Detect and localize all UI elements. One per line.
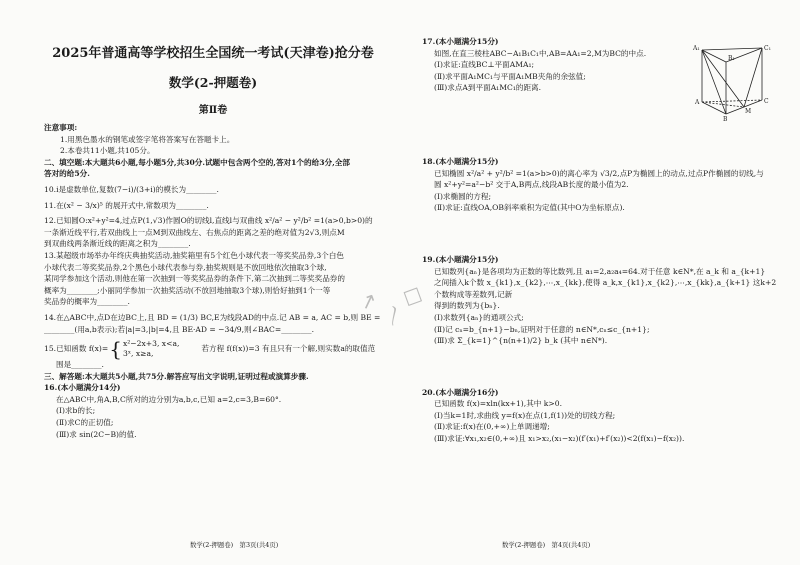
question-19-part: (Ⅱ)记 cₙ=b_{n+1}−bₙ,证明对于任意的 n∈N*,cₙ≤c_{n+1}; <box>434 324 650 334</box>
prism-figure <box>692 44 772 122</box>
watermark-stamp: ↗ 〳 ☐ <box>356 282 426 330</box>
question-19-line: 得到的数列为{bₙ}. <box>434 301 500 311</box>
question-19-line: 之间插入k个数 x_{k1},x_{k2},⋯,x_{kk},使得 a_k,x_{k1},x_{k2},⋯,x_{kk},a_{k+1} 这k+2个数构成等差数列,记新 <box>434 278 777 299</box>
note-item: 2.本卷共11小题,共105分。 <box>60 146 155 156</box>
question-13-line: 概率为________;小丽同学参加一次抽奖活动(不放回地抽取3个球),则恰好抽到1个一等 <box>44 285 331 295</box>
section-2-heading: 二、填空题:本大题共6小题,每小题5分,共30分.试题中包含两个空的,答对1个的给3分,全部 <box>44 157 350 167</box>
right-page <box>400 0 800 565</box>
question-14-line: 14.在△ABC中,点D在边BC上,且 BD = (1/3) BC,E为线段AD的中点.记 AB = a, AC = b,则 BE = <box>44 312 381 322</box>
label-c1: C₁ <box>764 45 771 52</box>
question-20-head: 20.(本小题满分16分) <box>422 387 499 397</box>
question-10: 10.i是虚数单位,复数(7−i)/(3+i)的模长为________. <box>44 184 219 194</box>
question-14-line: ________(用a,b表示);若|a|=3,|b|=4,且 BE·AD = −34/9,则∠BAC=________. <box>44 324 314 334</box>
page-footer-left: 数学(2-押题卷) 第3页(共4页) <box>190 541 279 549</box>
piecewise-case-1: x²−2x+3, x<a, <box>122 339 180 349</box>
question-11: 11.在(x² − 3/x)⁵ 的展开式中,常数项为________. <box>44 200 209 210</box>
question-18-line: 已知椭圆 x²/a² + y²/b² =1(a>b>0)的离心率为 √3/2,点P为椭圆上的动点,过点P作椭圆的切线,与 <box>434 168 764 178</box>
question-17-part: (Ⅲ)求点A到平面A₁MC₁的距离. <box>434 83 542 93</box>
question-17-head: 17.(本小题满分15分) <box>422 37 499 46</box>
section-3-heading: 三、解答题:本大题共5小题,共75分.解答应写出文字说明,证明过程或演算步骤. <box>44 371 309 381</box>
notes-heading: 注意事项: <box>44 123 78 132</box>
question-18-part: (Ⅱ)求证:直线OA,OB斜率乘积为定值(其中O为坐标原点). <box>434 203 625 213</box>
question-19-part: (Ⅲ)求 Σ_{k=1}^{n(n+1)/2} b_k (其中 n∈N*). <box>434 336 608 346</box>
edge-a1-m <box>702 50 744 107</box>
label-b: B <box>723 116 728 122</box>
question-16-part: (Ⅰ)求b的长; <box>56 406 96 416</box>
question-13-line: 小球代表二等奖奖品券,2个黑色小球代表参与券,抽奖规则是不放回地依次抽取3个球, <box>44 262 327 272</box>
question-15-tail-2: 围是________. <box>56 360 104 370</box>
question-12-line: 12.已知圆O:x²+y²=4,过点P(1,√3)作圆O的切线l,直线l与双曲线 x²/a² − y²/b² =1(a>0,b>0)的 <box>44 216 373 226</box>
question-20-part: (Ⅲ)求证:∀x₁,x₂∈(0,+∞)且 x₁>x₂,(x₁−x₂)(f′(x₁)+f′(x₂))<2(f(x₁)−f(x₂)). <box>434 434 685 444</box>
edge-c1-m <box>744 48 762 107</box>
piecewise-brace: { <box>109 337 122 362</box>
question-17-part: (Ⅰ)求证:直线BC⊥平面AMA₁; <box>434 60 535 70</box>
note-item: 1.用黑色墨水的钢笔或签字笔将答案写在答题卡上。 <box>60 134 235 144</box>
question-13-line: 某同学参加这个活动,则他在第一次抽到一等奖奖品券的条件下,第二次抽到二等奖奖品券的 <box>44 274 345 284</box>
label-b1: B₁ <box>728 55 735 62</box>
question-20-part: (Ⅱ)求证:f(x)在(0,+∞)上单调递增; <box>434 422 550 432</box>
question-16-head: 16.(本小题满分14分) <box>44 383 121 393</box>
question-16-part: (Ⅲ)求 sin(2C−B)的值. <box>56 429 137 439</box>
edge-a1-b <box>702 50 726 114</box>
question-13-line: 13.某超级市场举办年终庆典抽奖活动,抽奖箱里有5个红色小球代表一等奖奖品券,3个白色 <box>44 250 344 260</box>
question-20-part: (Ⅰ)当k=1时,求曲线 y=f(x)在点(1,f(1))处的切线方程; <box>434 410 616 420</box>
question-12-line: 到双曲线两条渐近线的距离之积为________. <box>44 239 191 249</box>
question-17-part: (Ⅱ)求平面A₁MC₁与平面A₁MB夹角的余弦值; <box>434 71 586 81</box>
exam-title: 2025年普通高等学校招生全国统一考试(天津卷)抢分卷 <box>52 46 374 61</box>
exam-subtitle: 数学(2-押题卷) <box>168 75 258 90</box>
part-title: 第Ⅱ卷 <box>198 105 228 116</box>
question-12-line: 一条渐近线平行,若双曲线上一点M到双曲线左、右焦点的距离之差的绝对值为2√3,则点M <box>44 227 345 237</box>
question-15 <box>44 337 382 362</box>
question-19-line: 已知数列{aₙ}是各项均为正数的等比数列,且 a₁=2,a₂a₄=64.对于任意 k∈N*,在 a_k 和 a_{k+1} <box>434 266 766 276</box>
question-20-stem: 已知函数 f(x)=xln(kx+1),其中 k>0. <box>434 399 562 409</box>
edge-a-c <box>702 100 762 102</box>
question-16-part: (Ⅱ)求C的正切值; <box>56 418 114 428</box>
question-19-part: (Ⅰ)求数列{aₙ}的通项公式; <box>434 312 524 322</box>
piecewise-case-2: 3ˣ, x≥a, <box>122 349 154 359</box>
page-footer-right: 数学(2-押题卷) 第4页(共4页) <box>502 541 591 549</box>
edge-a1-c1 <box>702 48 762 50</box>
question-17-stem: 如图,在直三棱柱ABC−A₁B₁C₁中,AB=AA₁=2,M为BC的中点. <box>434 48 647 58</box>
label-m: M <box>745 108 752 115</box>
question-13-line: 奖品券的概率为________. <box>44 297 130 307</box>
label-c: C <box>764 98 769 105</box>
question-18-part: (Ⅰ)求椭圆的方程; <box>434 191 492 201</box>
question-16-stem: 在△ABC中,角A,B,C所对的边分别为a,b,c,已知 a=2,c=3,B=60°. <box>56 394 282 404</box>
question-19-head: 19.(本小题满分15分) <box>422 254 499 264</box>
question-15-lead: 15.已知函数 f(x)= <box>44 344 109 354</box>
question-15-tail: 若方程 f(f(x))=3 有且只有一个解,则实数a的取值范 <box>201 344 376 354</box>
label-a1: A₁ <box>693 45 700 52</box>
question-18-line: 圆 x²+y²=a²−b² 交于A,B两点,线段AB长度的最小值为2. <box>434 180 629 190</box>
label-a: A <box>695 99 700 106</box>
section-2-heading-cont: 答对的给5分. <box>44 169 90 179</box>
question-18-head: 18.(本小题满分15分) <box>422 156 499 166</box>
